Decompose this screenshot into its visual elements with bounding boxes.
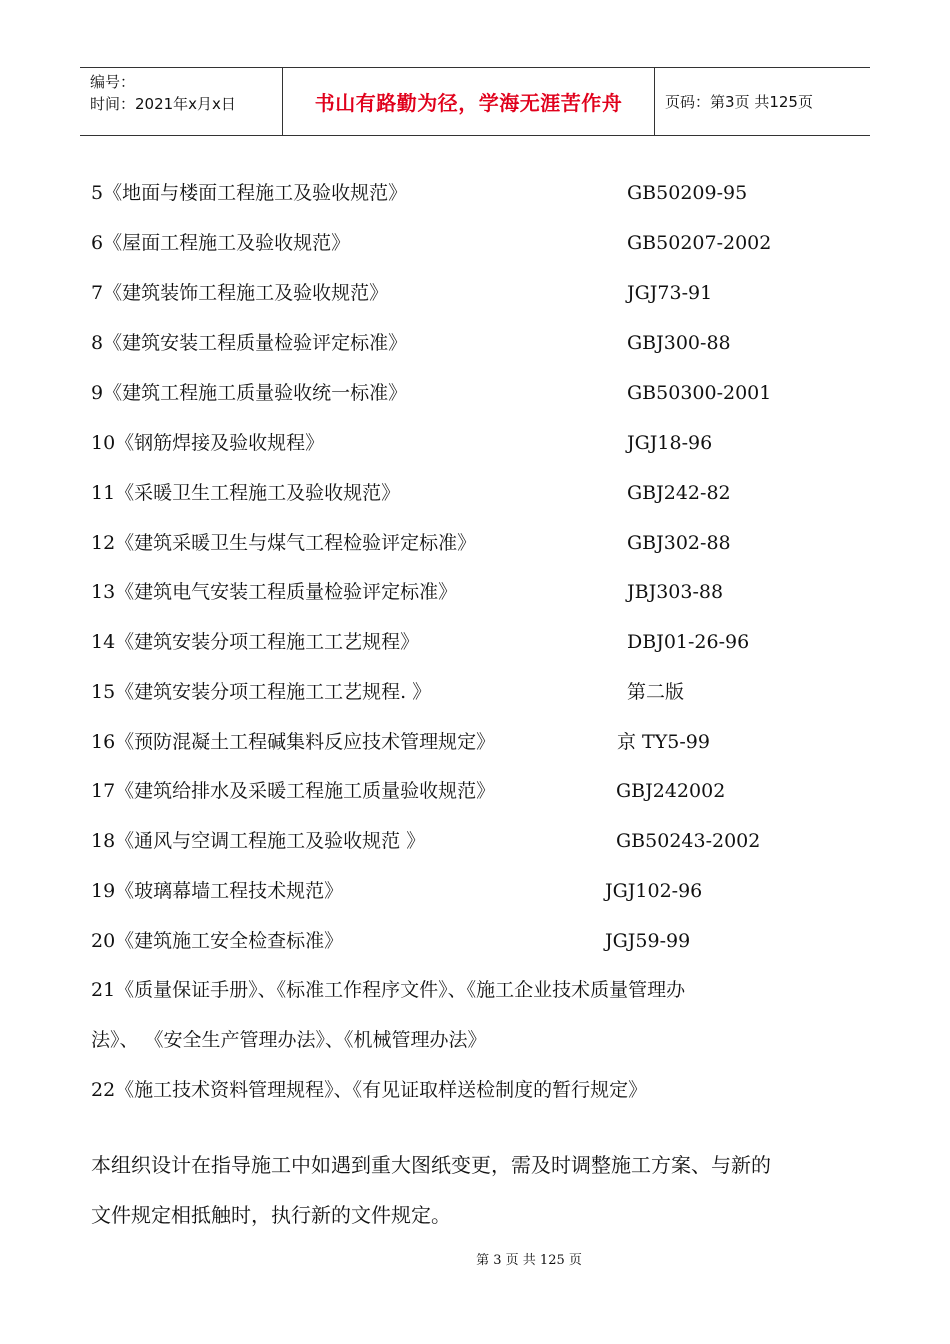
reference-title: 5《地面与楼面工程施工及验收规范》: [91, 182, 408, 204]
reference-title: 15《建筑安装分项工程施工工艺规程. 》: [91, 681, 432, 703]
page-current: 3: [725, 92, 735, 111]
reference-code: GBJ242002: [616, 780, 726, 802]
reference-code: GBJ300-88: [627, 332, 731, 354]
page-prefix: 页码：第: [665, 93, 726, 111]
reference-title: 17《建筑给排水及采暖工程施工质量验收规范》: [91, 780, 496, 802]
reference-title: 14《建筑安装分项工程施工工艺规程》: [91, 631, 420, 653]
reference-code: GB50209-95: [627, 182, 748, 204]
reference-code: DBJ01-26-96: [627, 631, 750, 653]
page-footer: 第 3 页 共 125 页: [476, 1253, 582, 1268]
header-meta: [80, 68, 283, 135]
document-time-label: 时间：2021年x月x日: [90, 95, 236, 113]
reference-title: 18《通风与空调工程施工及验收规范 》: [91, 830, 426, 852]
reference-code: JBJ303-88: [627, 581, 724, 603]
reference-code: JGJ18-96: [627, 432, 713, 454]
closing-paragraph-line-2: 文件规定相抵触时，执行新的文件规定。: [91, 1203, 451, 1227]
header-page-info: [655, 68, 870, 135]
reference-code: GB50243-2002: [616, 830, 761, 852]
reference-code: JGJ59-99: [605, 930, 691, 952]
reference-code: 第二版: [627, 681, 685, 703]
reference-code: 京 TY5-99: [617, 731, 710, 753]
reference-title: 12《建筑采暖卫生与煤气工程检验评定标准》: [91, 532, 477, 554]
reference-title: 9《建筑工程施工质量验收统一标准》: [91, 382, 408, 404]
page-suffix: 页: [797, 93, 813, 111]
reference-item-22: 22《施工技术资料管理规程》、《有见证取样送检制度的暂行规定》: [91, 1079, 648, 1101]
reference-code: GBJ302-88: [627, 532, 731, 554]
reference-code: GBJ242-82: [627, 482, 731, 504]
reference-code: JGJ102-96: [605, 880, 703, 902]
reference-title: 8《建筑安装工程质量检验评定标准》: [91, 332, 408, 354]
reference-title: 11《采暖卫生工程施工及验收规范》: [91, 482, 401, 504]
reference-title: 19《玻璃幕墙工程技术规范》: [91, 880, 344, 902]
reference-title: 6《屋面工程施工及验收规范》: [91, 232, 351, 254]
reference-title: 7《建筑装饰工程施工及验收规范》: [91, 282, 389, 304]
page-middle: 页 共: [734, 93, 770, 111]
page-total: 125: [769, 92, 798, 111]
reference-title: 16《预防混凝土工程碱集料反应技术管理规定》: [91, 731, 496, 753]
reference-title: 13《建筑电气安装工程质量检验评定标准》: [91, 581, 458, 603]
header-motto-cell: [283, 68, 655, 135]
header-motto: 书山有路勤为径，学海无涯苦作舟: [314, 91, 623, 115]
document-number-label: 编号：: [90, 73, 136, 91]
reference-code: GB50300-2001: [627, 382, 772, 404]
reference-item-21-line-2: 法》、 《安全生产管理办法》、《机械管理办法》: [91, 1029, 487, 1051]
page-header: [80, 67, 870, 136]
reference-code: JGJ73-91: [627, 282, 713, 304]
reference-title: 20《建筑施工安全检查标准》: [91, 930, 344, 952]
closing-paragraph-line-1: 本组织设计在指导施工中如遇到重大图纸变更，需及时调整施工方案、与新的: [91, 1153, 771, 1177]
reference-title: 10《钢筋焊接及验收规程》: [91, 432, 325, 454]
reference-code: GB50207-2002: [627, 232, 772, 254]
reference-item-21-line-1: 21《质量保证手册》、《标准工作程序文件》、《施工企业技术质量管理办: [91, 979, 686, 1001]
